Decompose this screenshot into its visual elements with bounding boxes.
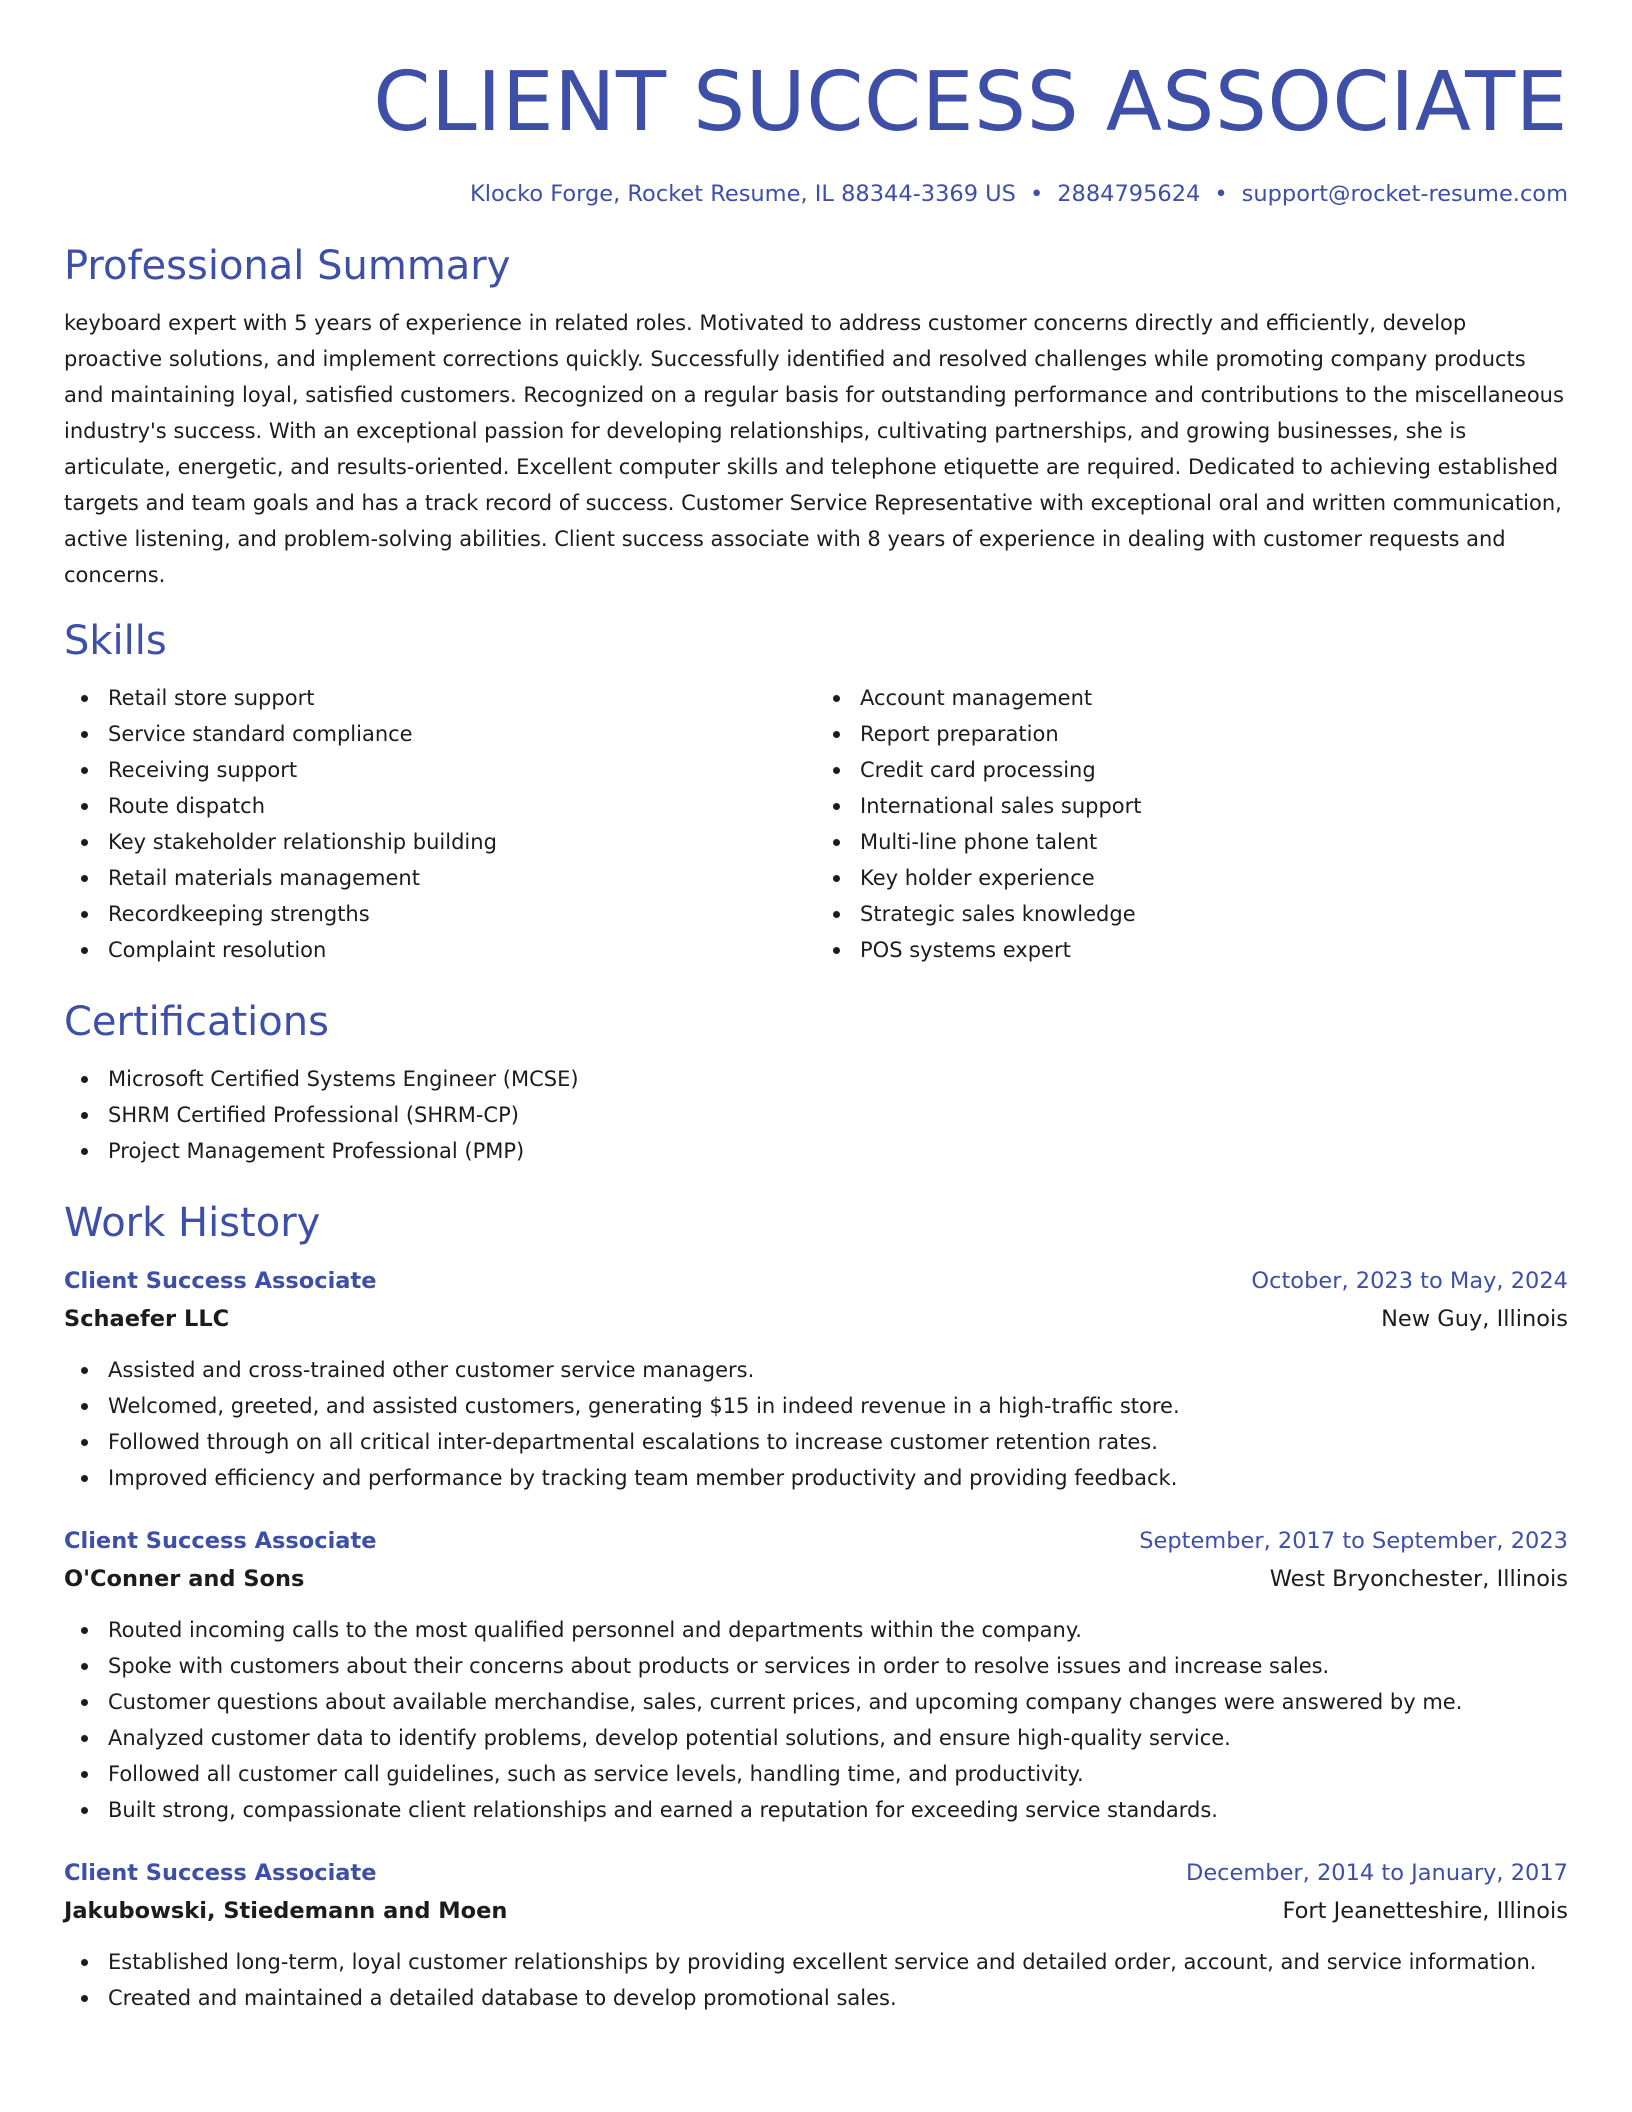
work-history-heading: Work History bbox=[64, 1200, 321, 1246]
skill-item: Retail materials management bbox=[108, 860, 816, 896]
skills-heading: Skills bbox=[64, 618, 167, 664]
skill-item: Strategic sales knowledge bbox=[860, 896, 1568, 932]
job-location: West Bryonchester, Illinois bbox=[1269, 1566, 1568, 1592]
job-bullet: Assisted and cross-trained other customer service managers. bbox=[108, 1352, 1568, 1388]
job-bullet: Followed all customer call guidelines, such as service levels, handling time, and productivity. bbox=[108, 1756, 1568, 1792]
job-bullet: Analyzed customer data to identify problems, develop potential solutions, and ensure high-quality service. bbox=[108, 1720, 1568, 1756]
job-bullet: Customer questions about available merchandise, sales, current prices, and upcoming company changes were answered by me. bbox=[108, 1684, 1568, 1720]
skill-item: Receiving support bbox=[108, 752, 816, 788]
job-title: Client Success Associate bbox=[64, 1860, 377, 1886]
resume-page bbox=[64, 0, 1568, 2016]
job-company-row bbox=[64, 1300, 1568, 1338]
job-bullets bbox=[64, 1944, 1568, 2016]
job-dates: December, 2014 to January, 2017 bbox=[1186, 1860, 1568, 1886]
job-bullet: Welcomed, greeted, and assisted customers, generating $15 in indeed revenue in a high-traffic store. bbox=[108, 1388, 1568, 1424]
skill-item: Key stakeholder relationship building bbox=[108, 824, 816, 860]
resume-title: CLIENT SUCCESS ASSOCIATE bbox=[373, 55, 1568, 150]
job-dates: October, 2023 to May, 2024 bbox=[1251, 1268, 1568, 1294]
job-title: Client Success Associate bbox=[64, 1268, 377, 1294]
job-company: Schaefer LLC bbox=[64, 1306, 230, 1332]
job-title-row bbox=[64, 1522, 1568, 1560]
job-bullet: Established long-term, loyal customer relationships by providing excellent service and detailed order, account, and service information. bbox=[108, 1944, 1568, 1980]
job-bullet: Followed through on all critical inter-departmental escalations to increase customer retention rates. bbox=[108, 1424, 1568, 1460]
job-company: O'Conner and Sons bbox=[64, 1566, 305, 1592]
job-bullet: Created and maintained a detailed database to develop promotional sales. bbox=[108, 1980, 1568, 2016]
certifications-heading: Certifications bbox=[64, 999, 329, 1045]
skill-item: Key holder experience bbox=[860, 860, 1568, 896]
job-company-row bbox=[64, 1560, 1568, 1598]
skill-item: Route dispatch bbox=[108, 788, 816, 824]
job-bullet: Improved efficiency and performance by tracking team member productivity and providing feedback. bbox=[108, 1460, 1568, 1496]
job-entry bbox=[64, 1522, 1568, 1828]
skill-item: POS systems expert bbox=[860, 932, 1568, 968]
certifications-list bbox=[64, 1061, 1568, 1169]
summary-text: keyboard expert with 5 years of experience in related roles. Motivated to address customer concerns directly and efficiently, develop proactive solutions, and implement corrections quickly. Successfully identified and resolved challenges while promoting company products and maintaining loyal, satisfied customers. Recognized on a regular basis for outstanding performance and contributions to the miscellaneous industry's success. With an exceptional passion for developing relationships, cultivating partnerships, and growing businesses, she is articulate, energetic, and results-oriented. Excellent computer skills and telephone etiquette are required. Dedicated to achieving established targets and team goals and has a track record of success. Customer Service Representative with exceptional oral and written communication, active listening, and problem-solving abilities. Client success associate with 8 years of experience in dealing with customer requests and concerns. bbox=[64, 311, 1564, 587]
job-title-row bbox=[64, 1262, 1568, 1300]
skill-item: Account management bbox=[860, 680, 1568, 716]
job-bullet: Built strong, compassionate client relationships and earned a reputation for exceeding service standards. bbox=[108, 1792, 1568, 1828]
job-entry bbox=[64, 1262, 1568, 1496]
job-bullet: Spoke with customers about their concerns about products or services in order to resolve issues and increase sales. bbox=[108, 1648, 1568, 1684]
skill-item: International sales support bbox=[860, 788, 1568, 824]
job-company: Jakubowski, Stiedemann and Moen bbox=[64, 1898, 508, 1924]
skill-item: Multi-line phone talent bbox=[860, 824, 1568, 860]
contact-address: Klocko Forge, Rocket Resume, IL 88344-3369 US bbox=[469, 181, 1016, 207]
job-dates: September, 2017 to September, 2023 bbox=[1139, 1528, 1568, 1554]
contact-separator: • bbox=[1214, 181, 1228, 207]
skills-list-right bbox=[816, 680, 1568, 968]
skill-item: Recordkeeping strengths bbox=[108, 896, 816, 932]
skill-item: Service standard compliance bbox=[108, 716, 816, 752]
job-company-row bbox=[64, 1892, 1568, 1930]
job-entry bbox=[64, 1854, 1568, 2016]
job-bullets bbox=[64, 1612, 1568, 1828]
skill-item: Retail store support bbox=[108, 680, 816, 716]
contact-email[interactable]: support@rocket-resume.com bbox=[1241, 181, 1568, 207]
job-location: Fort Jeanetteshire, Illinois bbox=[1282, 1898, 1568, 1924]
job-title-row bbox=[64, 1854, 1568, 1892]
certification-item: SHRM Certified Professional (SHRM-CP) bbox=[108, 1097, 1568, 1133]
contact-line bbox=[64, 181, 1568, 208]
job-title: Client Success Associate bbox=[64, 1528, 377, 1554]
job-bullet: Routed incoming calls to the most qualified personnel and departments within the company. bbox=[108, 1612, 1568, 1648]
summary-heading: Professional Summary bbox=[64, 243, 511, 289]
skills-grid bbox=[64, 680, 1568, 968]
skill-item: Report preparation bbox=[860, 716, 1568, 752]
skill-item: Credit card processing bbox=[860, 752, 1568, 788]
certification-item: Microsoft Certified Systems Engineer (MCSE) bbox=[108, 1061, 1568, 1097]
skill-item: Complaint resolution bbox=[108, 932, 816, 968]
certification-item: Project Management Professional (PMP) bbox=[108, 1133, 1568, 1169]
skills-list-left bbox=[64, 680, 816, 968]
job-bullets bbox=[64, 1352, 1568, 1496]
contact-separator: • bbox=[1029, 181, 1044, 207]
job-location: New Guy, Illinois bbox=[1381, 1306, 1568, 1332]
contact-phone: 2884795624 bbox=[1057, 181, 1201, 207]
